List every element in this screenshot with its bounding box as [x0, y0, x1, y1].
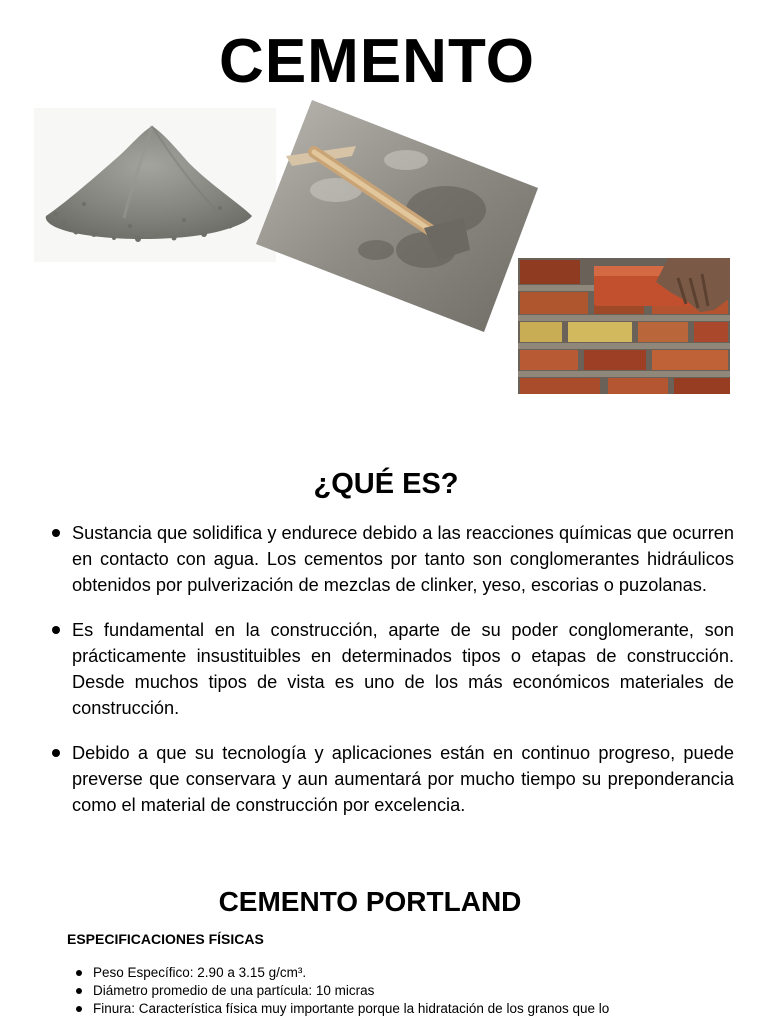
document-title: CEMENTO [219, 27, 535, 96]
list-item [76, 1000, 696, 1018]
list-item [52, 520, 734, 598]
bullet-text: Es fundamental en la construcción, aparte de su poder conglomerante, son prácticamente insustituibles en determinados tipos o etapas de construcción. Desde muchos tipos de vista es uno de los más económicos materiales de construcción. [72, 620, 734, 718]
list-item [52, 740, 734, 818]
que-es-heading: ¿QUÉ ES? [313, 468, 459, 500]
list-item [76, 964, 696, 982]
bullet-text: Debido a que su tecnología y aplicaciones están en continuo progreso, puede preverse que conservara y aun aumentará por mucho tiempo su preponderancia como el material de construcción por excelencia. [72, 743, 734, 815]
shovel-mixing-photo [256, 100, 538, 332]
bullet-icon [52, 529, 60, 537]
bullet-icon [76, 970, 82, 976]
que-es-bullet-list [52, 520, 734, 837]
cement-powder-photo [34, 108, 276, 262]
spec-text: Diámetro promedio de una partícula: 10 micras [93, 983, 375, 998]
spec-text: Peso Específico: 2.90 a 3.15 g/cm³. [93, 965, 307, 980]
bricklaying-photo [518, 258, 730, 394]
bullet-icon [76, 988, 82, 994]
bullet-icon [76, 1006, 82, 1012]
list-item [76, 982, 696, 1000]
specs-list [76, 964, 696, 1018]
spec-text: Finura: Característica física muy importante porque la hidratación de los granos que lo [93, 1001, 610, 1016]
list-item [52, 617, 734, 721]
bullet-text: Sustancia que solidifica y endurece debido a las reacciones químicas que ocurren en contacto con agua. Los cementos por tanto son conglomerantes hidráulicos obtenidos por pulverización de mezclas de clinker, yeso, escorias o puzolanas. [72, 523, 734, 595]
bullet-icon [52, 749, 60, 757]
bullet-icon [52, 626, 60, 634]
especificaciones-fisicas-heading: ESPECIFICACIONES FÍSICAS [67, 931, 264, 947]
cemento-portland-heading: CEMENTO PORTLAND [218, 886, 522, 917]
